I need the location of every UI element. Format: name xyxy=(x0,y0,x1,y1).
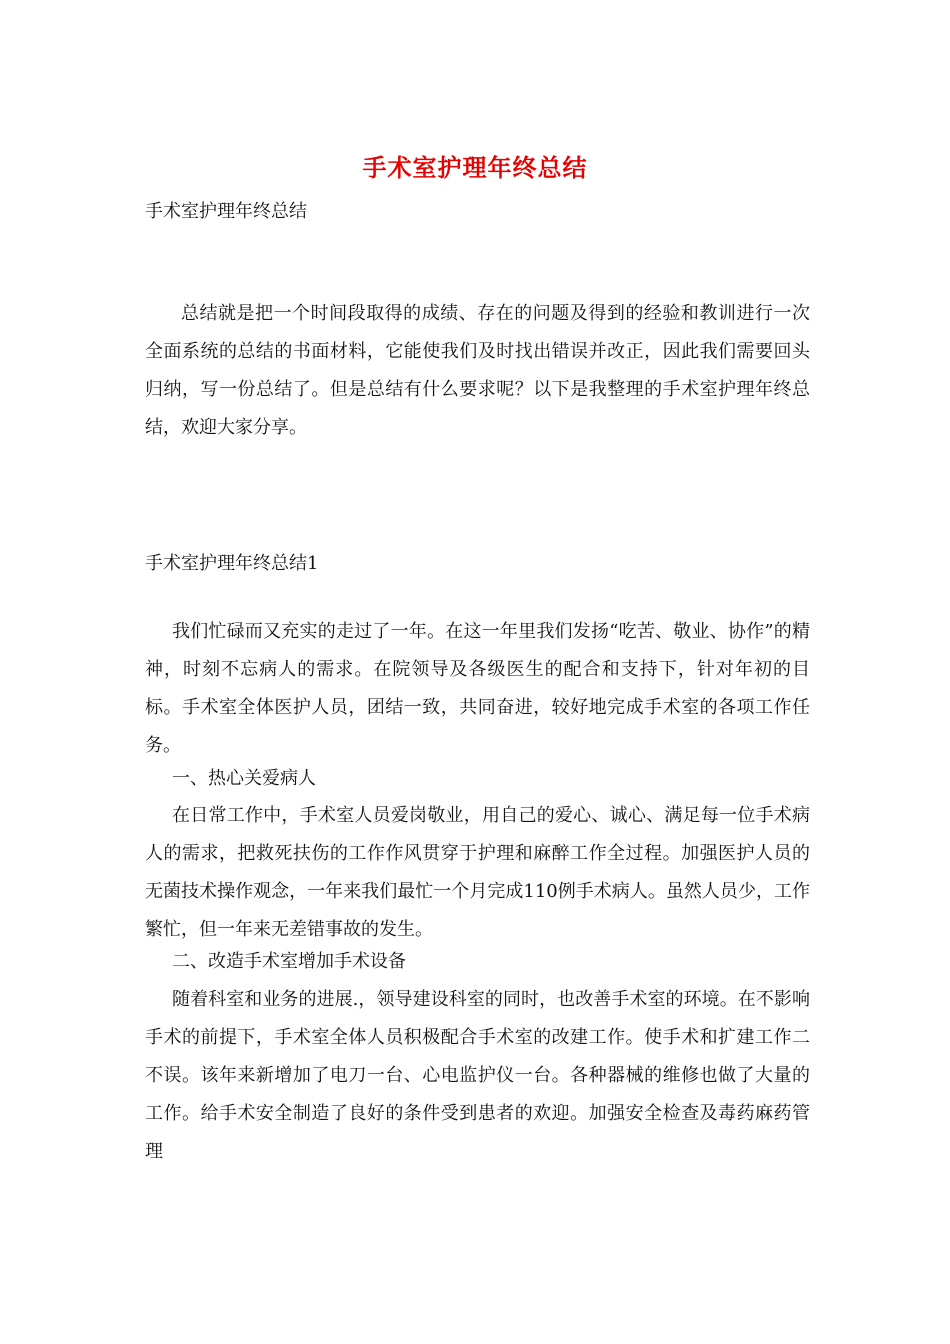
subheading-1: 一、热心关爱病人 xyxy=(172,768,316,789)
intro-paragraph: 总结就是把一个时间段取得的成绩、存在的问题及得到的经验和教训进行一次全面系统的总结的书面材料，它能使我们及时找出错误并改正，因此我们需要回头归纳，写一份总结了。但是总结有什么要求呢？以下是我整理的手术室护理年终总结，欢迎大家分享。 xyxy=(145,303,810,438)
document-title: 手术室护理年终总结 xyxy=(362,153,588,182)
section-title: 手术室护理年终总结1 xyxy=(145,553,319,574)
document-subtitle: 手术室护理年终总结 xyxy=(145,201,307,222)
body-paragraph-1: 我们忙碌而又充实的走过了一年。在这一年里我们发扬“吃苦、敬业、协作”的精神，时刻不忘病人的需求。在院领导及各级医生的配合和支持下，针对年初的目标。手术室全体医护人员，团结一致，共同奋进，较好地完成手术室的各项工作任务。 xyxy=(145,621,810,756)
body-paragraph-3: 随着科室和业务的进展.，领导建设科室的同时，也改善手术室的环境。在不影响手术的前提下，手术室全体人员积极配合手术室的改建工作。使手术和扩建工作二不误。该年来新增加了电刀一台、心电监护仪一台。各种器械的维修也做了大量的工作。给手术安全制造了良好的条件受到患者的欢迎。加强安全检查及毒药麻药管理 xyxy=(145,989,810,1162)
body-paragraph-2: 在日常工作中，手术室人员爱岗敬业，用自己的爱心、诚心、满足每一位手术病人的需求，把救死扶伤的工作作风贯穿于护理和麻醉工作全过程。加强医护人员的无菌技术操作观念，一年来我们最忙一个月完成110例手术病人。虽然人员少，工作繁忙，但一年来无差错事故的发生。 xyxy=(145,805,810,940)
subheading-2: 二、改造手术室增加手术设备 xyxy=(172,951,406,972)
